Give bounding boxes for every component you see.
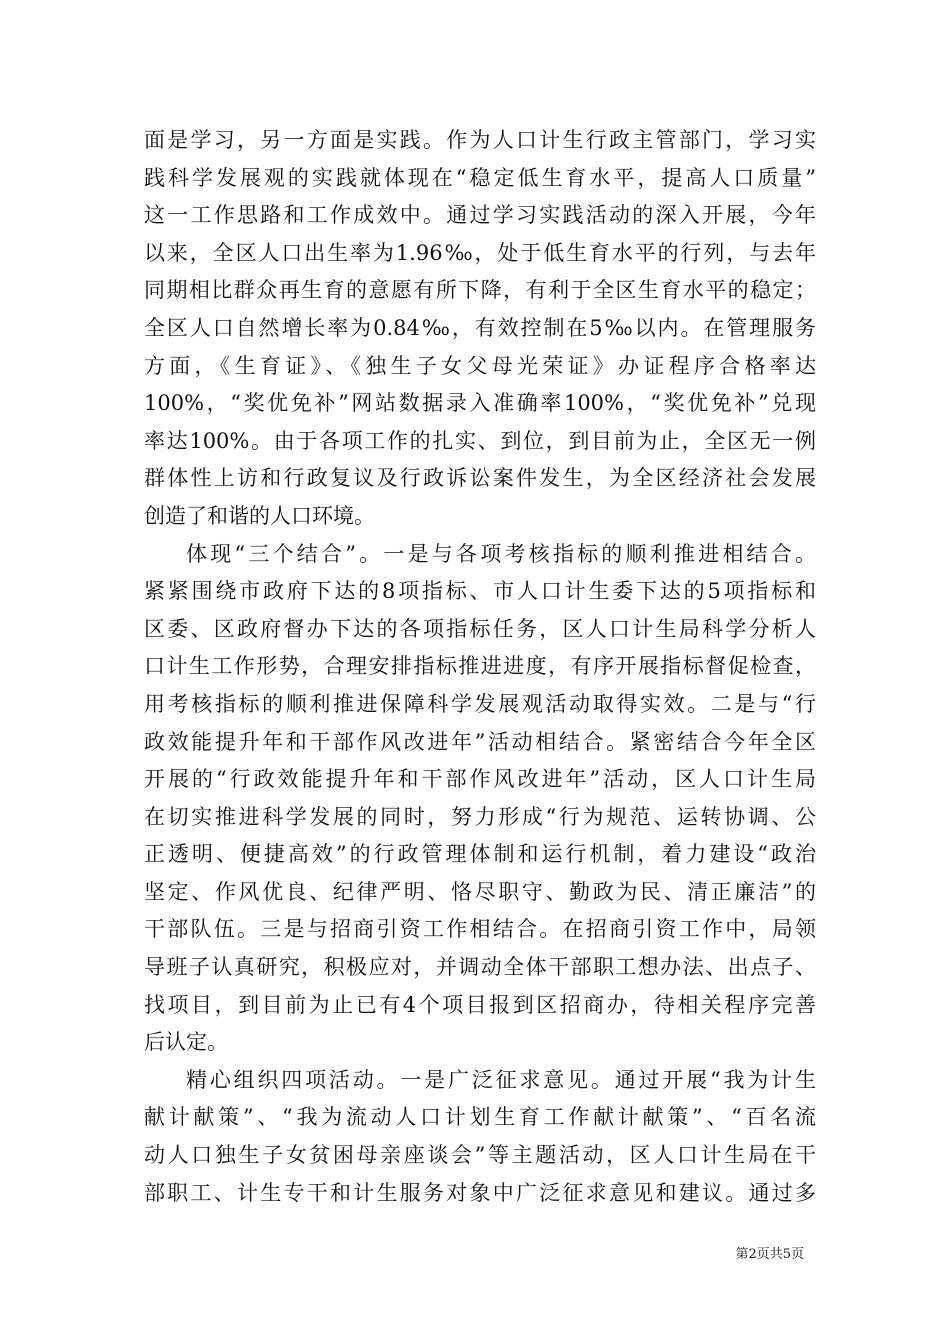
text-line: 在切实推进科学发展的同时，努力形成“行为规范、运转协调、公 (144, 804, 816, 829)
text-line: 后认定。 (144, 1030, 228, 1055)
text-line: 口计生工作形势，合理安排指标推进进度，有序开展指标督促检查， (144, 654, 816, 679)
text-line: 践科学发展观的实践就体现在“稳定低生育水平，提高人口质量” (144, 165, 816, 190)
paragraph-1 (144, 122, 816, 536)
text-line: 紧紧围绕市政府下达的8项指标、市人口计生委下达的5项指标和 (144, 579, 816, 604)
text-line: 导班子认真研究，积极应对，并调动全体干部职工想办法、出点子、 (144, 955, 816, 980)
paragraph-3 (144, 1062, 816, 1212)
text-line: 开展的“行政效能提升年和干部作风改进年”活动，区人口计生局 (144, 767, 816, 792)
text-line: 率达100%。由于各项工作的扎实、到位，到目前为止，全区无一例 (144, 428, 816, 453)
text-line: 正透明、便捷高效”的行政管理体制和运行机制，着力建设“政治 (144, 842, 816, 867)
text-line: 献计献策”、“我为流动人口计划生育工作献计献策”、“百名流 (144, 1105, 816, 1130)
text-line: 区委、区政府督办下达的各项指标任务，区人口计生局科学分析人 (144, 616, 816, 641)
text-line: 部职工、计生专干和计生服务对象中广泛征求意见和建议。通过多 (144, 1180, 816, 1205)
text-line: 用考核指标的顺利推进保障科学发展观活动取得实效。二是与“行 (144, 691, 816, 716)
text-line: 干部队伍。三是与招商引资工作相结合。在招商引资工作中，局领 (144, 917, 816, 942)
text-line: 找项目，到目前为止已有4个项目报到区招商办，待相关程序完善 (144, 992, 816, 1017)
text-line: 群体性上访和行政复议及行政诉讼案件发生，为全区经济社会发展 (144, 466, 816, 491)
text-line: 动人口独生子女贫困母亲座谈会”等主题活动，区人口计生局在干 (144, 1143, 816, 1168)
text-line: 方面，《生育证》、《独生子女父母光荣证》办证程序合格率达 (144, 353, 816, 378)
text-line: 坚定、作风优良、纪律严明、恪尽职守、勤政为民、清正廉洁”的 (144, 879, 816, 904)
text-line: 政效能提升年和干部作风改进年”活动相结合。紧密结合今年全区 (144, 729, 816, 754)
document-body (144, 122, 816, 1212)
page-number-footer: 第2页共5页 (735, 1247, 804, 1262)
text-line: 以来，全区人口出生率为1.96‰，处于低生育水平的行列，与去年 (144, 240, 816, 265)
text-line: 体现“三个结合”。一是与各项考核指标的顺利推进相结合。 (186, 541, 816, 566)
text-line: 精心组织四项活动。一是广泛征求意见。通过开展“我为计生 (186, 1067, 816, 1092)
paragraph-2 (144, 536, 816, 1062)
text-line: 100%，“奖优免补”网站数据录入准确率100%，“奖优免补”兑现 (144, 391, 816, 416)
text-line: 创造了和谐的人口环境。 (144, 503, 375, 528)
text-line: 面是学习，另一方面是实践。作为人口计生行政主管部门，学习实 (144, 128, 816, 152)
text-line: 同期相比群众再生育的意愿有所下降，有利于全区生育水平的稳定； (144, 278, 816, 303)
text-line: 这一工作思路和工作成效中。通过学习实践活动的深入开展，今年 (144, 203, 816, 228)
text-line: 全区人口自然增长率为0.84‰，有效控制在5‰以内。在管理服务 (144, 315, 816, 340)
